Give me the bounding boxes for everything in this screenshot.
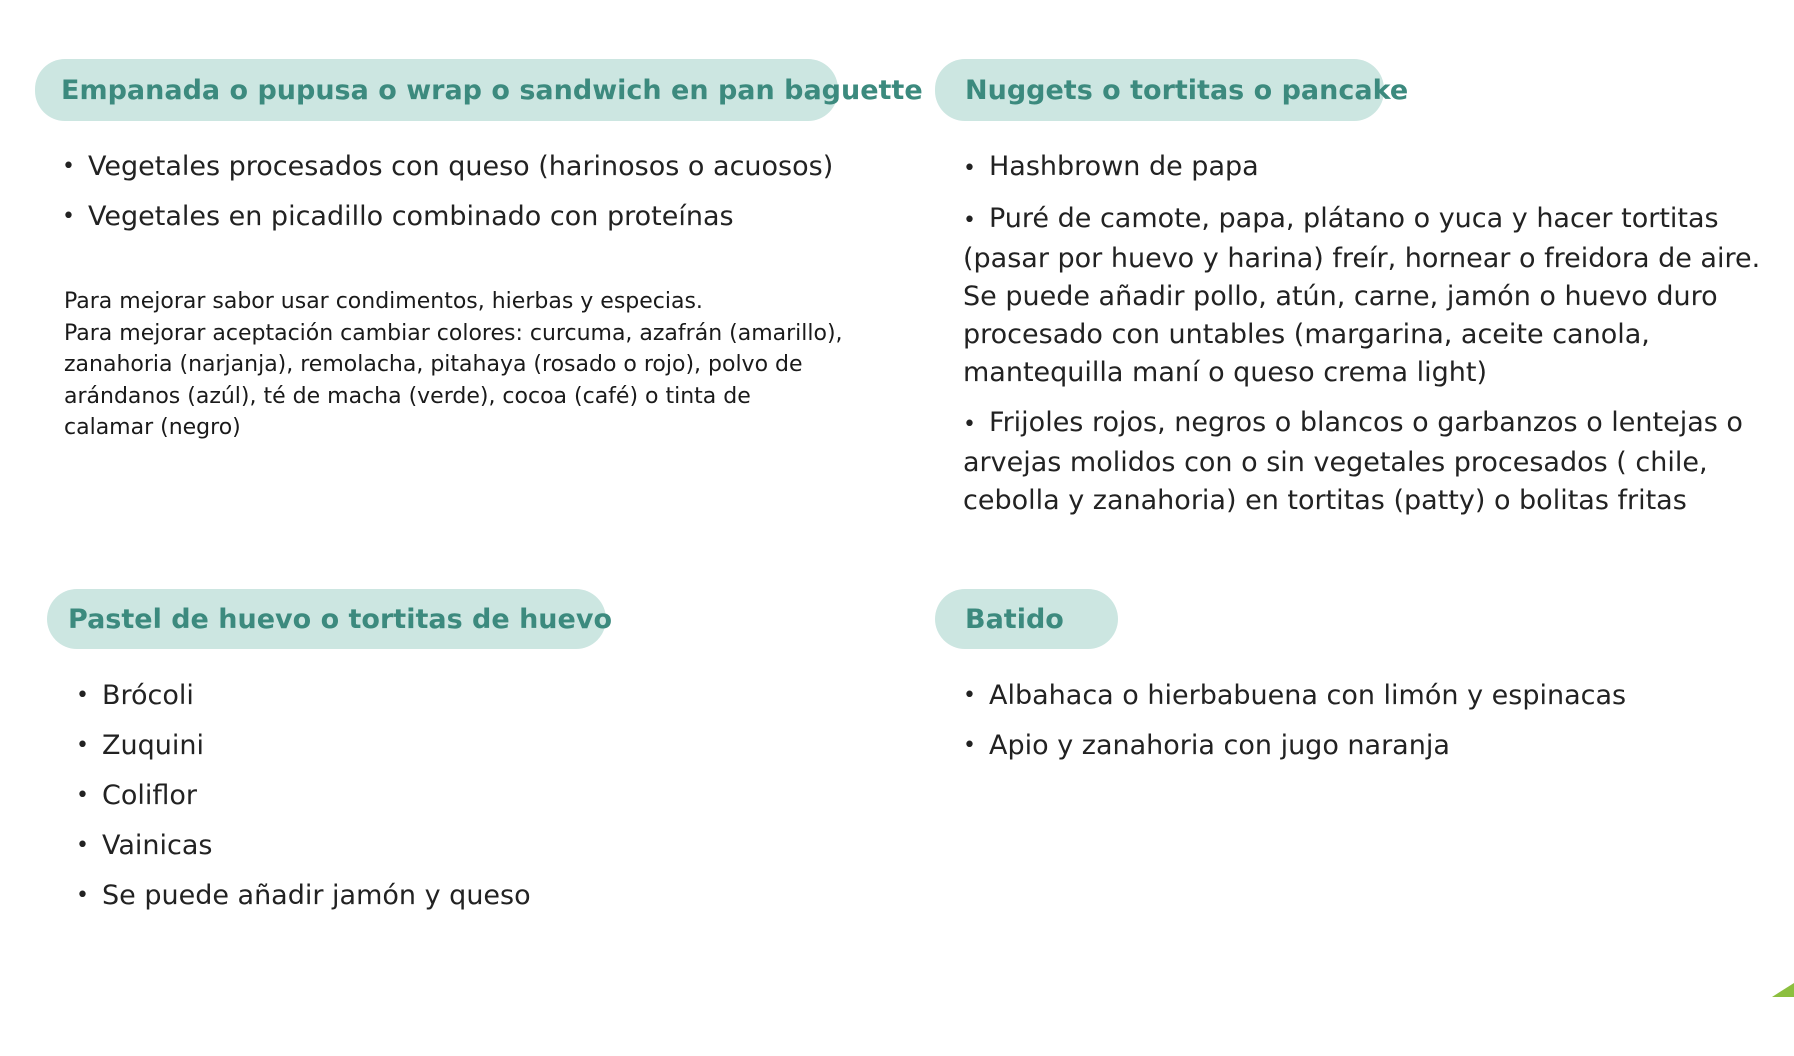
list-item: • Puré de camote, papa, plátano o yuca y hacer tortitas (pasar por huevo y harina) freír, hornear o freidora de aire. Se puede añadir pollo, atún, carne, jamón o huevo duro procesado con untables (margarina, aceite canola, mantequilla maní o queso crema light): [963, 200, 1769, 392]
list-item: • Coliflor: [76, 777, 776, 815]
note-color: Para mejorar aceptación cambiar colores: curcuma, azafrán (amarillo), zanahoria (narjanja), remolacha, pitahaya (rosado o rojo), polvo de arándanos (azúl), té de macha (verde), cocoa (café) o tinta de calamar (negro): [64, 320, 843, 440]
list-item: • Zuquini: [76, 727, 776, 765]
batido-list: [963, 677, 1769, 777]
list-item: • Vegetales en picadillo combinado con proteínas: [62, 198, 842, 236]
list-item: • Apio y zanahoria con jugo naranja: [963, 727, 1769, 765]
list-item: • Albahaca o hierbabuena con limón y espinacas: [963, 677, 1769, 715]
nuggets-list: [963, 148, 1769, 532]
list-item: • Brócoli: [76, 677, 776, 715]
section-title-nuggets: Nuggets o tortitas o pancake: [935, 59, 1384, 121]
list-item: • Se puede añadir jamón y queso: [76, 877, 776, 915]
list-item: • Vegetales procesados con queso (harinosos o acuosos): [62, 148, 842, 186]
section-title-empanada: Empanada o pupusa o wrap o sandwich en pan baguette: [35, 59, 838, 121]
list-item: • Vainicas: [76, 827, 776, 865]
section-title-pastel: Pastel de huevo o tortitas de huevo: [47, 589, 606, 649]
list-item: • Frijoles rojos, negros o blancos o garbanzos o lentejas o arvejas molidos con o sin vegetales procesados ( chile, cebolla y zanahoria) en tortitas (patty) o bolitas fritas: [963, 404, 1769, 520]
list-item: • Hashbrown de papa: [963, 148, 1769, 188]
section-title-batido: Batido: [935, 589, 1118, 649]
empanada-notes: [64, 286, 844, 444]
note-flavor: Para mejorar sabor usar condimentos, hierbas y especias.: [64, 289, 703, 314]
pastel-list: [76, 677, 776, 927]
corner-accent-triangle: [1772, 983, 1794, 997]
empanada-list: [62, 148, 842, 248]
